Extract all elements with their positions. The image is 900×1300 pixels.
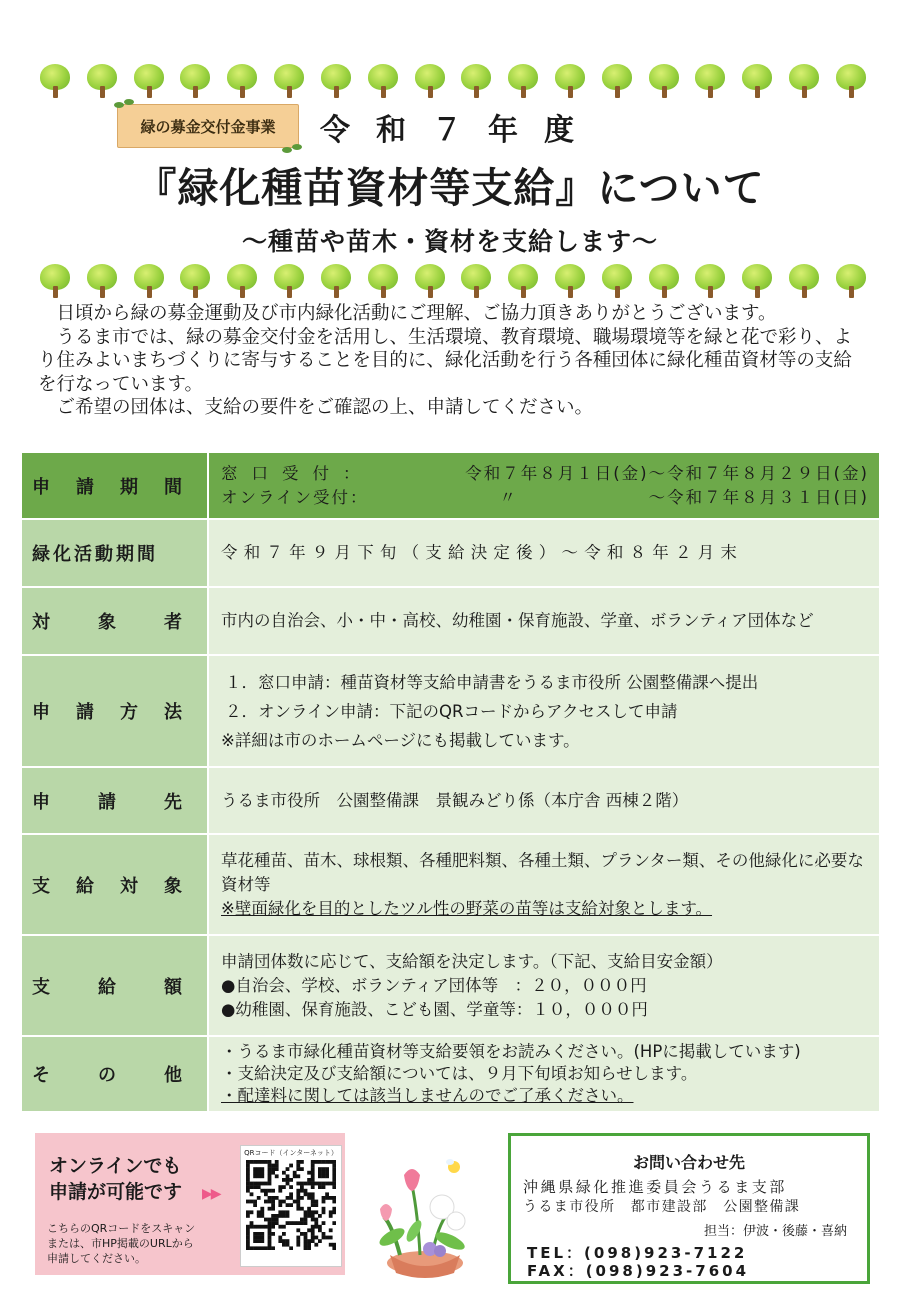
items-value: 草花種苗、苗木、球根類、各種肥料類、各種土類、プランター類、その他緑化に必要な資材等 — [221, 850, 864, 894]
info-table — [22, 451, 879, 1113]
flower-pot-illustration — [370, 1155, 480, 1280]
arrow-icon: ▶▶ — [202, 1186, 220, 1202]
tree-icon — [647, 264, 681, 298]
tree-icon — [178, 64, 212, 98]
items-label: 支 給 対 象 — [32, 875, 182, 897]
table-row-period — [22, 452, 879, 519]
method-label: 申 請 方 法 — [32, 702, 182, 723]
qr-caption: QRコード（インターネット） — [244, 1149, 338, 1157]
tree-icon — [459, 264, 493, 298]
target-value: 市内の自治会、小・中・高校、幼稚園・保育施設、学童、ボランティア団体など — [221, 611, 814, 630]
contact-tel[interactable]: TEL：(098)923-7122 — [527, 1244, 748, 1262]
tree-icon — [413, 64, 447, 98]
tree-icon — [553, 264, 587, 298]
online-period: ～令和７年８月３１日(日) — [648, 487, 869, 507]
intro-text — [38, 302, 868, 420]
destination-value: うるま市役所 公園整備課 景観みどり係（本庁舎 西棟２階） — [221, 790, 689, 810]
other-notice: ・支給決定及び支給額については、９月下旬頃お知らせします。 — [221, 1064, 698, 1083]
tree-icon — [600, 264, 634, 298]
tree-icon — [459, 64, 493, 98]
tree-icon — [319, 264, 353, 298]
tree-icon — [740, 264, 774, 298]
tree-icon — [834, 264, 868, 298]
activity-label: 緑化活動期間 — [32, 544, 158, 565]
online-application-box — [35, 1133, 345, 1275]
tree-icon — [834, 64, 868, 98]
program-tag-text: 緑の募金交付金事業 — [140, 117, 276, 136]
online-ditto: 〃 — [499, 487, 518, 507]
tree-icon — [647, 64, 681, 98]
tree-icon — [85, 64, 119, 98]
amount-community: ●自治会、学校、ボランティア団体等 ：２０，０００円 — [221, 975, 647, 995]
tree-icon — [272, 264, 306, 298]
tree-icon — [600, 64, 634, 98]
table-row-method — [22, 655, 879, 767]
method-note: ※詳細は市のホームページにも掲載しています。 — [221, 730, 580, 750]
intro-paragraph: ご希望の団体は、支給の要件をご確認の上、申請してください。 — [38, 397, 594, 418]
tree-icon — [413, 264, 447, 298]
page-title: 『緑化種苗資材等支給』について — [135, 164, 765, 212]
contact-department: うるま市役所 都市建設部 公園整備課 — [523, 1199, 801, 1215]
qr-code[interactable] — [240, 1145, 342, 1267]
tree-icon — [506, 64, 540, 98]
tree-icon — [225, 64, 259, 98]
tree-icon — [693, 64, 727, 98]
table-row-other — [22, 1036, 879, 1112]
contact-fax: FAX：(098)923-7604 — [527, 1262, 750, 1280]
intro-paragraph: うるま市では、緑の募金交付金を活用し、生活環境、教育環境、職場環境等を緑と花で彩り、より住みよいまちづくりに寄与することを目的に、緑化活動を行う各種団体に緑化種苗資材等の支給を行なっています。 — [38, 326, 853, 395]
tree-icon — [272, 64, 306, 98]
table-row-amount — [22, 935, 879, 1036]
activity-period: 令和７年９月下旬（支給決定後）～令和８年２月末 — [221, 543, 744, 562]
tree-icon — [178, 264, 212, 298]
destination-label: 申 請 先 — [32, 791, 182, 813]
qr-code-image[interactable] — [246, 1160, 336, 1250]
table-row-activity — [22, 519, 879, 587]
other-guideline: ・うるま市緑化種苗資材等支給要領をお読みください。(HPに掲載しています) — [221, 1042, 801, 1061]
bottom-tree-border — [38, 264, 868, 298]
table-row-target — [22, 587, 879, 655]
online-instructions: こちらのQRコードをスキャン または、市HP掲載のURLから 申請してください。 — [47, 1222, 196, 1265]
contact-organization: 沖縄県緑化推進委員会うるま支部 — [523, 1178, 788, 1196]
tree-icon — [787, 264, 821, 298]
tree-icon — [132, 64, 166, 98]
tree-icon — [38, 64, 72, 98]
fiscal-year: 令和７年度 — [320, 113, 600, 148]
table-row-items — [22, 834, 879, 935]
target-label: 対 象 者 — [32, 612, 182, 633]
tree-icon — [38, 264, 72, 298]
online-label: オンライン受付： — [221, 487, 369, 507]
items-note: ※壁面緑化を目的としたツル性の野菜の苗等は支給対象とします。 — [221, 898, 713, 918]
contact-box — [508, 1133, 870, 1284]
other-label: そ の 他 — [32, 1065, 182, 1086]
tree-icon — [319, 64, 353, 98]
tree-icon — [225, 264, 259, 298]
tree-icon — [693, 264, 727, 298]
amount-label: 支 給 額 — [32, 976, 182, 998]
online-title: オンラインでも 申請が可能です — [49, 1155, 183, 1203]
top-tree-border — [38, 64, 868, 98]
tree-icon — [366, 64, 400, 98]
contact-title: お問い合わせ先 — [632, 1153, 745, 1172]
amount-nursery: ●幼稚園、保育施設、こども園、学童等：１０，０００円 — [221, 999, 648, 1019]
window-period: 令和７年８月１日(金)～令和７年８月２９日(金) — [465, 463, 869, 483]
tree-icon — [787, 64, 821, 98]
method-online: ２．オンライン申請：下記のQRコードからアクセスして申請 — [225, 701, 678, 721]
program-tag — [117, 104, 299, 148]
table-row-destination — [22, 767, 879, 834]
amount-intro: 申請団体数に応じて、支給額を決定します。（下記、支給目安金額） — [221, 951, 723, 971]
method-window: １．窓口申請：種苗資材等支給申請書をうるま市役所 公園整備課へ提出 — [225, 672, 759, 692]
tree-icon — [553, 64, 587, 98]
tree-icon — [366, 264, 400, 298]
page-subtitle: ～種苗や苗木・資材を支給します～ — [241, 227, 658, 256]
tree-icon — [132, 264, 166, 298]
tree-icon — [85, 264, 119, 298]
period-label: 申 請 期 間 — [32, 476, 182, 498]
tree-icon — [740, 64, 774, 98]
contact-staff: 担当：伊波・後藤・喜納 — [703, 1224, 847, 1239]
tree-icon — [506, 264, 540, 298]
intro-paragraph: 日頃から緑の募金運動及び市内緑化活動にご理解、ご協力頂きありがとうございます。 — [38, 303, 777, 324]
other-delivery: ・配達料に関しては該当しませんのでご了承ください。 — [221, 1086, 634, 1105]
window-label: 窓口受付： — [221, 463, 374, 483]
